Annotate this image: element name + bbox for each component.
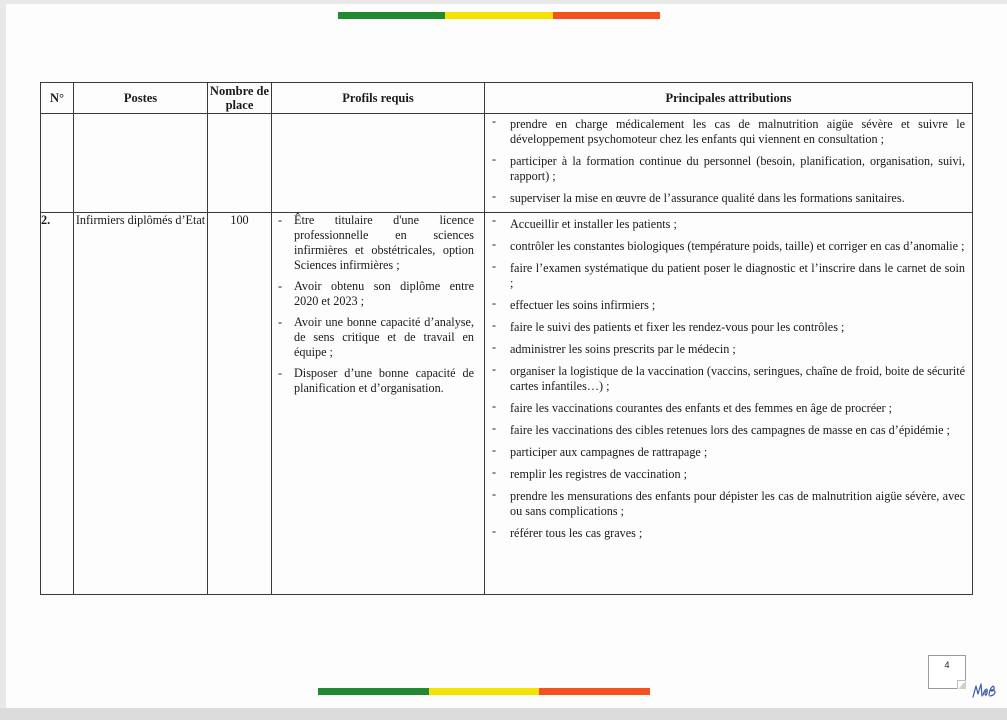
flag-red — [539, 688, 650, 695]
profils-list — [272, 213, 484, 402]
cell-profils — [272, 114, 485, 213]
list-item: - faire le suivi des patients et fixer les rendez-vous pour les contrôles ; — [485, 318, 972, 340]
flag-bar-bottom — [318, 688, 650, 695]
signature-initials-icon — [970, 678, 1000, 700]
flag-green — [318, 688, 429, 695]
header-profils: Profils requis — [272, 83, 485, 114]
header-postes: Postes — [74, 83, 208, 114]
cell-poste — [74, 114, 208, 213]
flag-red — [553, 12, 660, 19]
cell-no: 2. — [41, 213, 74, 595]
cell-nombre — [208, 114, 272, 213]
list-item: - prendre en charge médicalement les cas de malnutrition aigüe sévère et suivre le développement psychomoteur chez les enfants qui viennent en consultation ; — [485, 114, 972, 152]
list-item: - faire l’examen systématique du patient poser le diagnostic et l’inscrire dans le carnet de soin ; — [485, 259, 972, 296]
cell-no — [41, 114, 74, 213]
cell-poste: Infirmiers diplômés d’Etat — [74, 213, 208, 595]
flag-green — [338, 12, 445, 19]
list-item: - participer à la formation continue du personnel (besoin, planification, organisation, suivi, rapport) ; — [485, 152, 972, 189]
list-item: - prendre les mensurations des enfants pour dépister les cas de malnutrition aigüe sévère, avec ou sans complications ; — [485, 487, 972, 524]
list-item: - Accueillir et installer les patients ; — [485, 213, 972, 237]
attributions-list — [485, 213, 972, 546]
flag-bar-top — [338, 12, 660, 19]
list-item: - Avoir une bonne capacité d’analyse, de sens critique et de travail en équipe ; — [272, 315, 484, 366]
list-item: - remplir les registres de vaccination ; — [485, 465, 972, 487]
list-item: - effectuer les soins infirmiers ; — [485, 296, 972, 318]
recruitment-table — [40, 82, 973, 595]
cell-attributions — [485, 213, 973, 595]
list-item: - administrer les soins prescrits par le médecin ; — [485, 340, 972, 362]
page-curl-icon — [957, 680, 966, 689]
list-item: - contrôler les constantes biologiques (température poids, taille) et corriger en cas d’anomalie ; — [485, 237, 972, 259]
flag-yellow — [445, 12, 552, 19]
cell-nombre: 100 — [208, 213, 272, 595]
header-attributions: Principales attributions — [485, 83, 973, 114]
header-no: N° — [41, 83, 74, 114]
table-row — [41, 114, 973, 213]
list-item: - participer aux campagnes de rattrapage ; — [485, 443, 972, 465]
table-header-row — [41, 83, 973, 114]
flag-yellow — [429, 688, 540, 695]
page-bottom-edge — [0, 708, 1007, 720]
table-row — [41, 213, 973, 595]
list-item: - Être titulaire d'une licence professionnelle en sciences infirmières et obstétricales, option Sciences infirmières ; — [272, 213, 484, 279]
attributions-list — [485, 114, 972, 211]
list-item: - référer tous les cas graves ; — [485, 524, 972, 546]
list-item: - Disposer d’une bonne capacité de planification et d’organisation. — [272, 366, 484, 402]
header-nombre: Nombre de place — [208, 83, 272, 114]
list-item: - superviser la mise en œuvre de l’assurance qualité dans les formations sanitaires. — [485, 189, 972, 211]
cell-profils — [272, 213, 485, 595]
page-number-box — [928, 655, 966, 689]
page-number: 4 — [944, 660, 950, 670]
cell-attributions — [485, 114, 973, 213]
list-item: - faire les vaccinations courantes des enfants et des femmes en âge de procréer ; — [485, 399, 972, 421]
list-item: - faire les vaccinations des cibles retenues lors des campagnes de masse en cas d’épidémie ; — [485, 421, 972, 443]
list-item: - Avoir obtenu son diplôme entre 2020 et 2023 ; — [272, 279, 484, 315]
list-item: - organiser la logistique de la vaccination (vaccins, seringues, chaîne de froid, boite de sécurité cartes infantiles…) ; — [485, 362, 972, 399]
